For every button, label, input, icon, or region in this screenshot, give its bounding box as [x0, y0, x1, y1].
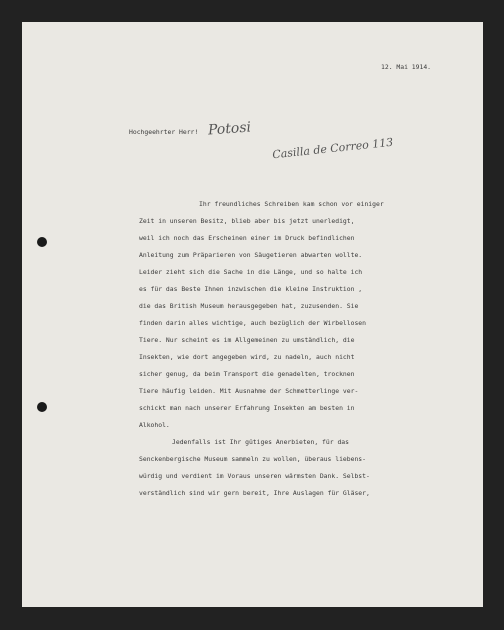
- body-line: Jedenfalls ist Ihr gütiges Anerbieten, für das: [172, 438, 349, 446]
- letter-date: 12. Mai 1914.: [381, 63, 432, 71]
- body-line: Insekten, wie dort angegeben wird, zu nadeln, auch nicht: [139, 353, 355, 361]
- body-line: verständlich sind wir gern bereit, Ihre Auslagen für Gläser,: [139, 489, 370, 497]
- body-line: Tiere. Nur scheint es im Allgemeinen zu umständlich, die: [139, 336, 355, 344]
- body-line: Ihr freundliches Schreiben kam schon vor einiger: [199, 200, 384, 208]
- body-line: es für das Beste Ihnen inzwischen die kleine Instruktion ,: [139, 285, 363, 293]
- handwritten-address: Casilla de Correo 113: [271, 135, 394, 162]
- body-line: Anleitung zum Präparieren von Säugetieren abwarten wollte.: [139, 251, 363, 259]
- handwritten-name: Potosi: [207, 119, 252, 139]
- body-line: Alkohol.: [139, 421, 170, 429]
- body-line: Tiere häufig leiden. Mit Ausnahme der Schmetterlinge ver-: [139, 387, 359, 395]
- body-line: schickt man nach unserer Erfahrung Insekten am besten in: [139, 404, 355, 412]
- body-line: weil ich noch das Erscheinen einer im Druck befindlichen: [139, 234, 355, 242]
- punch-hole-top: [37, 237, 47, 247]
- punch-hole-bottom: [37, 402, 47, 412]
- body-line: Senckenbergische Museum sammeln zu wollen, überaus liebens-: [139, 455, 367, 463]
- body-line: finden darin alles wichtige, auch bezüglich der Wirbellosen: [139, 319, 367, 327]
- body-line: Zeit in unseren Besitz, blieb aber bis jetzt unerledigt,: [139, 217, 355, 225]
- body-line: sicher genug, da beim Transport die genadelten, trocknen: [139, 370, 355, 378]
- body-line: die das British Museum herausgegeben hat, zuzusenden. Sie: [139, 302, 359, 310]
- body-line: würdig und verdient im Voraus unseren wärmsten Dank. Selbst-: [139, 472, 370, 480]
- letter-page: [22, 22, 483, 607]
- letter-salutation: Hochgeehrter Herr!: [129, 128, 199, 136]
- body-line: Leider zieht sich die Sache in die Länge, und so halte ich: [139, 268, 363, 276]
